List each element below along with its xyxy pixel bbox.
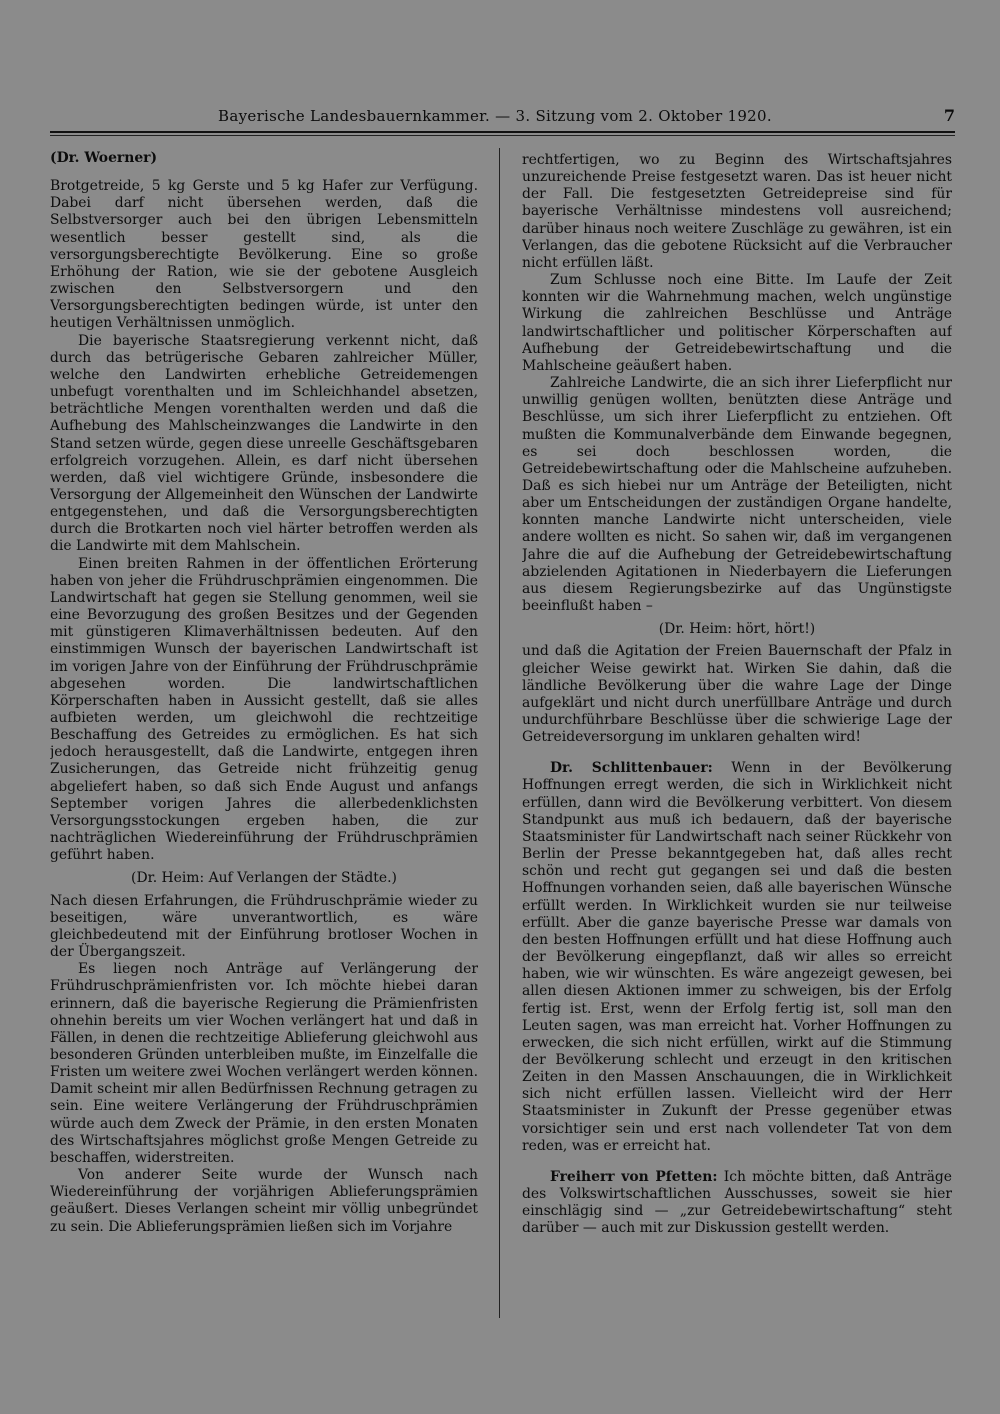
interjection: (Dr. Heim: hört, hört!) (658, 621, 816, 638)
paragraph: Einen breiten Rahmen in der öffentlichen Erörterung haben von jeher die Frühdruschprämien eingenommen. Die Landwirtschaft hat gegen sie Stellung genommen, weil sie eine Bevorzugung des großen Besitzes und der Gegenden mit günstigeren Klimaverhältnissen bedeuten. Auf den einstimmigen Wunsch der bayerischen Landwirtschaft ist im vorigen Jahre von der Einführung der Frühdruschprämie abgesehen worden. Die landwirtschaftlichen Körperschaften haben in Aussicht gestellt, daß sie alles aufbieten werden, um gleichwohl die rechtzeitige Beschaffung des Getreides zu ermöglichen. Es hat sich jedoch herausgestellt, daß die Landwirte, entgegen ihren Zusicherungen, das Getreide nicht frühzeitig genug abgeliefert haben, so daß sich Ende August und anfangs September vorigen Jahres die allerbedenklichsten Versorgungsstockungen ergeben haben, die zur nachträglichen Wiedereinführung der Frühdruschprämien geführt haben. (50, 555, 478, 864)
speaker-name: Freiherr von Pfetten: (550, 1168, 718, 1185)
paragraph: Es liegen noch Anträge auf Verlängerung der Frühdruschprämienfristen vor. Ich möchte hiebei daran erinnern, daß die bayerische Regierung die Prämienfristen ohnehin bereits um vier Wochen verlängert hat und daß in Fällen, in denen die rechtzeitige Ablieferung gleichwohl aus besonderen Gründen unterbleiben mußte, im Einzelfalle die Fristen um weitere zwei Wochen verlängert werden können. Damit scheint mir allen Bedürfnissen Rechnung getragen zu sein. Eine weitere Verlängerung der Frühdruschprämien würde auch dem Zweck der Prämie, in den ersten Monaten des Wirtschaftsjahres möglichst große Mengen Getreide zu beschaffen, widerstreiten. (50, 961, 478, 1166)
paragraph: Zahlreiche Landwirte, die an sich ihrer Lieferpflicht nur unwillig genügen wollten, benützten diese Anträge und Beschlüsse, um sich ihrer Lieferpflicht zu entziehen. Oft mußten die Kommunalverbände dem Einwande begegnen, es sei doch beschlossen worden, die Getreidebewirtschaftung oder die Mahlscheine aufzuheben. Daß es sich hiebei nur um Anträge der Beteiligten, nicht aber um Entscheidungen der zuständigen Organe handelte, konnten manche Landwirte nicht unterscheiden, viele andere wollten es nicht. So sahen wir, daß im vergangenen Jahre die auf die Aufhebung der Getreidebewirtschaftung abzielenden Agitationen in Niederbayern die Lieferungen aus diesem Regierungsbezirke auf das Ungünstigste beeinflußt haben – (522, 375, 952, 615)
column-divider (499, 148, 500, 1318)
running-title: Bayerische Landesbauernkammer. — 3. Sitzung vom 2. Oktober 1920. (218, 107, 772, 125)
paragraph: und daß die Agitation der Freien Bauernschaft der Pfalz in gleicher Weise gewirkt hat. Wirken Sie dahin, daß die ländliche Bevölkerung über die wahre Lage der Dinge aufgeklärt und nicht durch unerfüllbare Anträge und durch undurchführbare Beschlüsse über die schwierige Lage der Getreideversorgung im unklaren gehalten wird! (522, 643, 952, 746)
speech-text: Ich möchte bitten, daß Anträge des Volkswirtschaftlichen Ausschusses, soweit sie hier einschlägig sind — „zur Getreidebewirtschaftung“ steht darüber — auch mit zur Diskussion gestellt werden. (522, 1168, 952, 1237)
page-number: 7 (943, 106, 955, 125)
paragraph: rechtfertigen, wo zu Beginn des Wirtschaftsjahres unzureichende Preise festgesetzt waren. Das ist heuer nicht der Fall. Die festgesetzten Getreidepreise sind für bayerische Verhältnisse mindestens voll ausreichend; darüber hinaus noch weitere Zuschläge zu gewähren, ist ein Verlangen, das die gebotene Rücksicht auf die Verbraucher nicht erfüllen läßt. (522, 152, 952, 271)
page-header (50, 104, 955, 130)
paragraph: Die bayerische Staatsregierung verkennt nicht, daß durch das betrügerische Gebaren zahlreicher Müller, welche den Landwirten erhebliche Getreidemengen unbefugt vorenthalten und im Schleichhandel absetzen, beträchtliche Mengen vorenthalten werden und daß die Aufhebung des Mahlscheinzwanges die Landwirte in den Stand setzen würde, gegen diese unreelle Geschäftsgebaren erfolgreich vorzugehen. Allein, es darf nicht übersehen werden, daß viel wichtigere Gründe, insbesondere die Versorgung der Allgemeinheit den Wünschen der Landwirte entgegenstehen, und daß die Versorgungsberechtigten durch die Brotkarten noch viel härter betroffen werden als die Landwirte mit dem Mahlschein. (50, 332, 478, 555)
paragraph: Nach diesen Erfahrungen, die Frühdruschprämie wieder zu beseitigen, wäre unverantwortlich, es wäre gleichbedeutend mit der Einführung brotloser Wochen in der Übergangszeit. (50, 892, 478, 961)
paragraph: Von anderer Seite wurde der Wunsch nach Wiedereinführung der vorjährigen Ablieferungsprämien geäußert. Dieses Verlangen scheint mir völlig unbegründet zu sein. Die Ablieferungsprämien ließen sich im Vorjahre (50, 1167, 478, 1235)
paragraph: Brotgetreide, 5 kg Gerste und 5 kg Hafer zur Verfügung. Dabei darf nicht übersehen werden, daß die Selbstversorger auch bei den übrigen Lebensmitteln wesentlich besser gestellt sind, als die versorgungsberechtigte Bevölkerung. Eine so große Erhöhung der Ration, wie sie der gebotene Ausgleich zwischen den Selbstversorgern und den Versorgungsberechtigten bedingen würde, ist unter den heutigen Verhältnissen unmöglich. (50, 178, 478, 332)
paragraph: Zum Schlusse noch eine Bitte. Im Laufe der Zeit konnten wir die Wahrnehmung machen, welch ungünstige Wirkung die zahlreichen Beschlüsse und Anträge landwirtschaftlicher und politischer Körperschaften auf Aufhebung der Getreidebewirtschaftung und die Mahlscheine geäußert haben. (522, 272, 952, 374)
speech-text: Wenn in der Bevölkerung Hoffnungen erregt werden, die sich in Wirklichkeit nicht erfüllen, dann wird die Bevölkerung verbittert. Von diesem Standpunkt aus muß ich bedauern, daß der bayerische Staatsminister für Landwirtschaft nach seiner Rückkehr von Berlin der Presse bekanntgegeben hat, daß alles recht schön und recht gut gegangen sei und daß die besten Hoffnungen vorhanden seien, daß alle bayerischen Wünsche erfüllt werden. In Wirklichkeit wurden sie nur teilweise erfüllt. Aber die ganze bayerische Presse war damals von den besten Hoffnungen erfüllt und hat diese Hoffnung auch der Bevölkerung eingepflanzt, daß wir alles so erreicht haben, wie wir wünschten. Es wäre angezeigt gewesen, bei allen diesen Aktionen immer zu schweigen, bis der Erfolg fertig ist. Erst, wenn der Erfolg fertig ist, soll man den Leuten sagen, was man erreicht hat. Vorher Hoffnungen zu erwecken, die sich nicht erfüllen, wirkt auf die Stimmung der Bevölkerung schlecht und erzeugt in den kritischen Zeiten in den Massen Anschauungen, die in Wirklichkeit sich nicht erfüllen lassen. Vielleicht wird der Herr Staatsminister in Zukunft der Presse gegenüber etwas vorsichtiger sein und erst nach vollendeter Tat von dem reden, was er erreicht hat. (522, 760, 952, 1154)
header-rule-thin (50, 135, 955, 136)
left-column (50, 150, 478, 1320)
header-rule (50, 131, 955, 133)
speech-paragraph (522, 1169, 952, 1238)
interjection: (Dr. Heim: Auf Verlangen der Städte.) (131, 870, 397, 887)
right-column (522, 152, 952, 1322)
speech-paragraph (522, 760, 952, 1155)
speaker-name: Dr. Schlittenbauer: (550, 760, 713, 777)
speaker-note: (Dr. Woerner) (50, 150, 158, 166)
